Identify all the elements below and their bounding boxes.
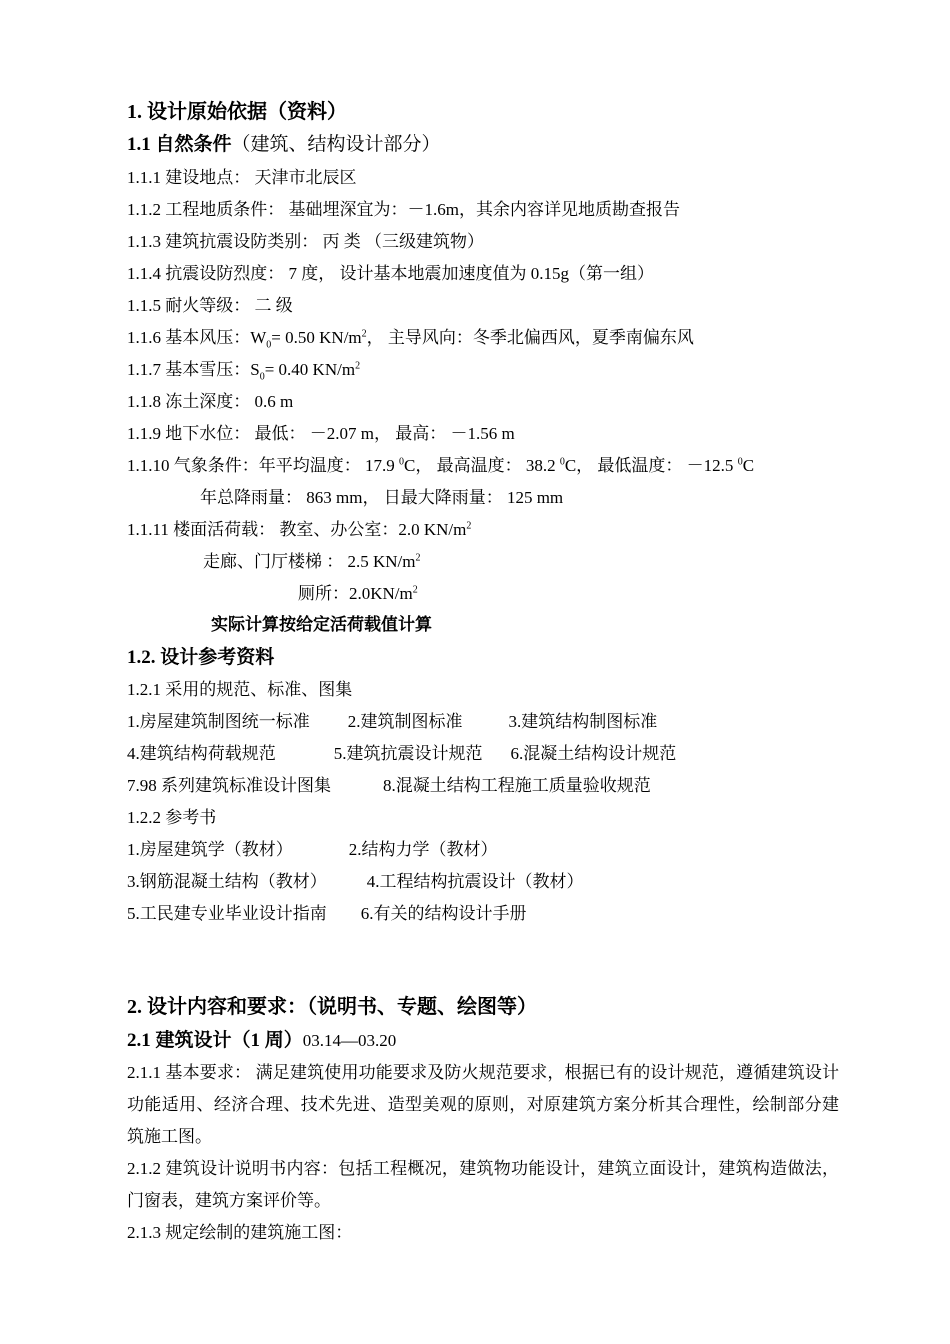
- list-item: 5.工民建专业毕业设计指南: [127, 904, 327, 923]
- list-item: 6.有关的结构设计手册: [360, 904, 527, 923]
- item-1-1-4: 1.1.4 抗震设防烈度： 7 度， 设计基本地震加速度值为 0.15g（第一组）: [127, 264, 654, 283]
- item-1-1-10-rainfall: 年总降雨量： 863 mm， 日最大降雨量： 125 mm: [200, 488, 564, 507]
- section-2-title: 2. 设计内容和要求：（说明书、专题、绘图等）: [127, 996, 537, 1018]
- list-item: 2.结构力学（教材）: [348, 840, 498, 859]
- subsection-1-2-title: 1.2. 设计参考资料: [127, 647, 275, 668]
- temp-avg: 1.1.10 气象条件：年平均温度： 17.9: [127, 456, 399, 475]
- wind-direction: ， 主导风向：冬季北偏西风，夏季南偏东风: [366, 328, 694, 347]
- list-item: 6.混凝土结构设计规范: [510, 744, 677, 763]
- standards-row-2: [127, 743, 676, 765]
- load-classroom: 1.1.11 楼面活荷载： 教室、办公室：2.0 KN/m: [127, 520, 467, 539]
- item-1-1-2: 1.1.2 工程地质条件： 基础埋深宜为：－1.6m，其余内容详见地质勘查报告: [127, 200, 680, 219]
- load-toilet: 厕所：2.0KN/m: [298, 584, 413, 603]
- item-1-1-6: [127, 327, 694, 349]
- standards-row-1: [127, 711, 657, 733]
- temp-min: C， 最低温度： －12.5: [564, 456, 738, 475]
- paragraph-2-1-3: 2.1.3 规定绘制的建筑施工图：: [127, 1223, 353, 1242]
- snow-subscript: 0: [259, 371, 265, 383]
- snow-label: 1.1.7 基本雪压：S: [127, 360, 260, 379]
- item-1-2-2: 1.2.2 参考书: [127, 808, 217, 827]
- item-1-1-10: [127, 455, 754, 477]
- subsection-1-1-note: （建筑、结构设计部分）: [231, 134, 441, 155]
- list-item: 3.建筑结构制图标准: [508, 712, 658, 731]
- snow-unit-exp: 2: [355, 360, 361, 372]
- wind-value: = 0.50 KN/m: [271, 328, 362, 347]
- wind-subscript: 0: [266, 339, 272, 351]
- wind-unit-exp: 2: [361, 328, 367, 340]
- celsius-unit: C: [742, 456, 755, 475]
- degree-sign: 0: [399, 456, 404, 468]
- load-unit-exp: 2: [412, 584, 418, 596]
- list-item: 4.工程结构抗震设计（教材）: [366, 872, 584, 891]
- subsection-1-1-title: [127, 133, 441, 157]
- load-corridor: 走廊、门厅楼梯 ： 2.5 KN/m: [203, 552, 416, 571]
- section-1-title: 1. 设计原始依据（资料）: [127, 101, 347, 123]
- list-item: 8.混凝土结构工程施工质量验收规范: [383, 776, 651, 795]
- wind-label: 1.1.6 基本风压：W: [127, 328, 267, 347]
- paragraph-2-1-1: 2.1.1 基本要求： 满足建筑使用功能要求及防火规范要求，根据已有的设计规范，遵循建筑设计功能适用、经济合理、技术先进、造型美观的原则，对原建筑方案分析其合理性，绘制部分建筑施工图。: [127, 1063, 839, 1146]
- snow-value: = 0.40 KN/m: [264, 360, 356, 379]
- list-item: 1.房屋建筑制图统一标准: [127, 712, 310, 731]
- subsection-1-1-label: 1.1 自然条件: [127, 134, 232, 155]
- list-item: 3.钢筋混凝土结构（教材）: [127, 872, 327, 891]
- subsection-2-1-dates: 03.14—03.20: [302, 1031, 397, 1050]
- item-1-1-8: 1.1.8 冻土深度： 0.6 m: [127, 392, 294, 411]
- list-item: 7.98 系列建筑标准设计图集: [127, 776, 331, 795]
- degree-sign: 0: [737, 456, 743, 468]
- list-item: 4.建筑结构荷载规范: [127, 744, 276, 763]
- item-1-1-3: 1.1.3 建筑抗震设防类别： 丙 类 （三级建筑物）: [127, 232, 484, 251]
- paragraph-2-1-2: 2.1.2 建筑设计说明书内容：包括工程概况，建筑物功能设计，建筑立面设计，建筑构造做法，门窗表，建筑方案评价等。: [127, 1159, 839, 1210]
- subsection-2-1-title: [127, 1029, 396, 1053]
- list-item: 1.房屋建筑学（教材）: [127, 840, 293, 859]
- load-unit-exp: 2: [466, 520, 472, 532]
- books-row-2: [127, 871, 584, 893]
- standards-row-3: [127, 775, 651, 797]
- temp-max: C， 最高温度： 38.2: [404, 456, 560, 475]
- item-1-1-11: [127, 519, 471, 541]
- books-row-1: [127, 839, 498, 861]
- load-unit-exp: 2: [415, 552, 421, 564]
- item-1-1-9: 1.1.9 地下水位： 最低： －2.07 m， 最高： －1.56 m: [127, 424, 515, 443]
- item-1-1-5: 1.1.5 耐火等级： 二 级: [127, 296, 293, 315]
- item-1-1-1: 1.1.1 建设地点： 天津市北辰区: [127, 168, 357, 187]
- item-1-1-7: [127, 359, 360, 381]
- item-1-1-11-corridor: [203, 551, 421, 573]
- subsection-2-1-label: 2.1 建筑设计（1 周）: [127, 1030, 303, 1051]
- item-1-1-11-toilet: [298, 583, 418, 605]
- books-row-3: [127, 903, 527, 925]
- degree-sign: 0: [559, 456, 565, 468]
- load-calculation-note: 实际计算按给定活荷载值计算: [211, 615, 432, 635]
- list-item: 2.建筑制图标准: [347, 712, 463, 731]
- list-item: 5.建筑抗震设计规范: [333, 744, 483, 763]
- item-1-2-1: 1.2.1 采用的规范、标准、图集: [127, 680, 353, 699]
